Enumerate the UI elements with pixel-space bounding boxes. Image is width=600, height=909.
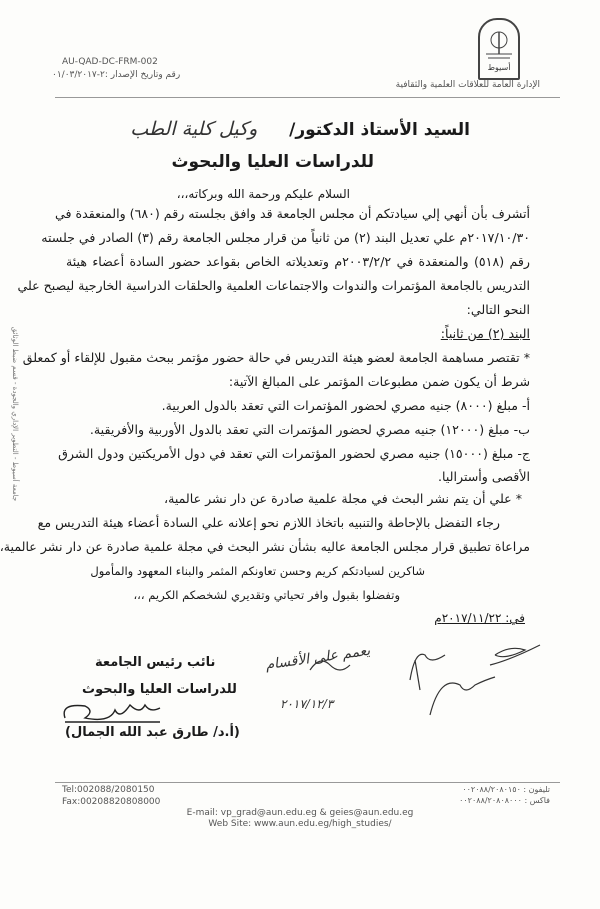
- svg-text:أسيوط: أسيوط: [487, 63, 511, 72]
- form-code: AU-QAD-DC-FRM-002: [62, 57, 158, 67]
- greeting: السلام عليكم ورحمة الله وبركاته،،،: [176, 187, 350, 201]
- side-note: جامعة أسيوط - التطوير الإداري والجودة - قسم ضبط الوثائق: [11, 326, 19, 502]
- university-logo: [478, 18, 520, 80]
- clause-line: ب- مبلغ (١٢٠٠٠) جنيه مصري لحضور المؤتمرات التي تعقد بالدول الأوربية والأفريقية.: [89, 422, 530, 437]
- signatory-signature: [60, 698, 170, 726]
- request-line: مراعاة تطبيق قرار مجلس الجامعة عاليه بشأن نشر البحث في مجلة علمية صادرة عن دار نشر عالمية،: [0, 539, 530, 554]
- footer-website[interactable]: Web Site: www.aun.edu.eg/high_studies/: [208, 819, 392, 829]
- body-line: ٢٠١٧/١٠/٣٠م علي تعديل البند (٢) من ثانياً من قرار مجلس الجامعة رقم (٣) الصادر في جلسته: [41, 230, 530, 245]
- clause-line: أ- مبلغ (٨٠٠٠) جنيه مصري لحضور المؤتمرات التي تعقد بالدول العربية.: [161, 398, 530, 413]
- body-line: أتشرف بأن أنهي إلي سيادتكم أن مجلس الجامعة قد وافق بجلسته رقم (٦٨٠) والمنعقدة في: [55, 206, 530, 221]
- addressee-title: [130, 118, 470, 140]
- addressee-handwritten: وكيل كلية الطب: [130, 118, 258, 140]
- header-divider: [55, 97, 560, 98]
- department-name: الإدارة العامة للعلاقات العلمية والثقافية: [395, 80, 540, 90]
- footer-divider: [55, 782, 560, 783]
- signatory-title1: نائب رئيس الجامعة: [95, 655, 216, 670]
- footer-email[interactable]: E-mail: vp_grad@aun.edu.eg & geies@aun.edu.eg: [186, 808, 414, 818]
- handwritten-note: يعمم على الأقسام: [264, 642, 372, 674]
- clause-line: شرط أن يكون ضمن مطبوعات المؤتمر على المبالغ الآتية:: [228, 374, 530, 389]
- issue-date: رقم وتاريخ الإصدار :٢-٠١/٠٣/٢٠١٧: [52, 70, 181, 80]
- clause-line: * علي أن يتم نشر البحث في مجلة علمية صادرة عن دار نشر عالمية،: [164, 491, 522, 506]
- body-line: رقم (٥١٨) والمنعقدة في ٢٠٠٣/٢/٢م وتعديلاته الخاص بقواعد حضور السادة أعضاء هيئة: [66, 254, 530, 269]
- footer-tel: Tel:002088/2080150: [62, 785, 155, 795]
- closing-line: وتفضلوا بقبول وافر تحياتي وتقديري لشخصكم الكريم ،،،: [133, 588, 400, 602]
- letter-date: في: ٢٠١٧/١١/٢٢م: [434, 611, 525, 625]
- clause-line: الأقصى وأستراليا.: [438, 469, 530, 484]
- clause-line: * تقتصر مساهمة الجامعة لعضو هيئة التدريس في حالة حضور مؤتمر ببحث مقبول للإلقاء أو كمعلق: [22, 350, 530, 365]
- signatory-name: (أ.د/ طارق عبد الله الجمال): [65, 725, 240, 740]
- footer-fax-ar: فاكس : ٠٠٢٠٨٨/٢٠٨٠٨٠٠٠: [459, 796, 550, 805]
- footer-fax: Fax:00208820808000: [62, 797, 161, 807]
- handwritten-signatures: [270, 620, 560, 730]
- request-line: رجاء التفضل بالإحاطة والتنبيه باتخاذ اللازم نحو إعلانه علي السادة أعضاء هيئة التدريس مع: [37, 515, 500, 530]
- signatory-title2: للدراسات العليا والبحوث: [82, 682, 237, 697]
- body-line: التدريس بالجامعة المؤتمرات والندوات والاجتماعات العلمية والحلقات الدراسية الخارجية ليصبح علي: [17, 278, 530, 293]
- addressee-line2: للدراسات العليا والبحوث: [171, 152, 374, 172]
- closing-line: شاكرين لسيادتكم كريم وحسن تعاونكم المثمر والبناء المعهود والمأمول: [90, 564, 425, 578]
- handwritten-date: ٢٠١٧/١٢/٣: [280, 697, 334, 711]
- addressee-line1: السيد الأستاذ الدكتور/: [289, 120, 470, 140]
- clause-heading: البند (٢) من ثانياً:: [440, 326, 530, 341]
- clause-line: ج- مبلغ (١٥٠٠٠) جنيه مصري لحضور المؤتمرات التي تعقد في دول الأمريكتين ودول الشرق: [58, 446, 530, 461]
- body-line: النحو التالي:: [466, 302, 530, 317]
- footer-tel-ar: تليفون : ٠٠٢٠٨٨/٢٠٨٠١٥٠: [462, 785, 550, 794]
